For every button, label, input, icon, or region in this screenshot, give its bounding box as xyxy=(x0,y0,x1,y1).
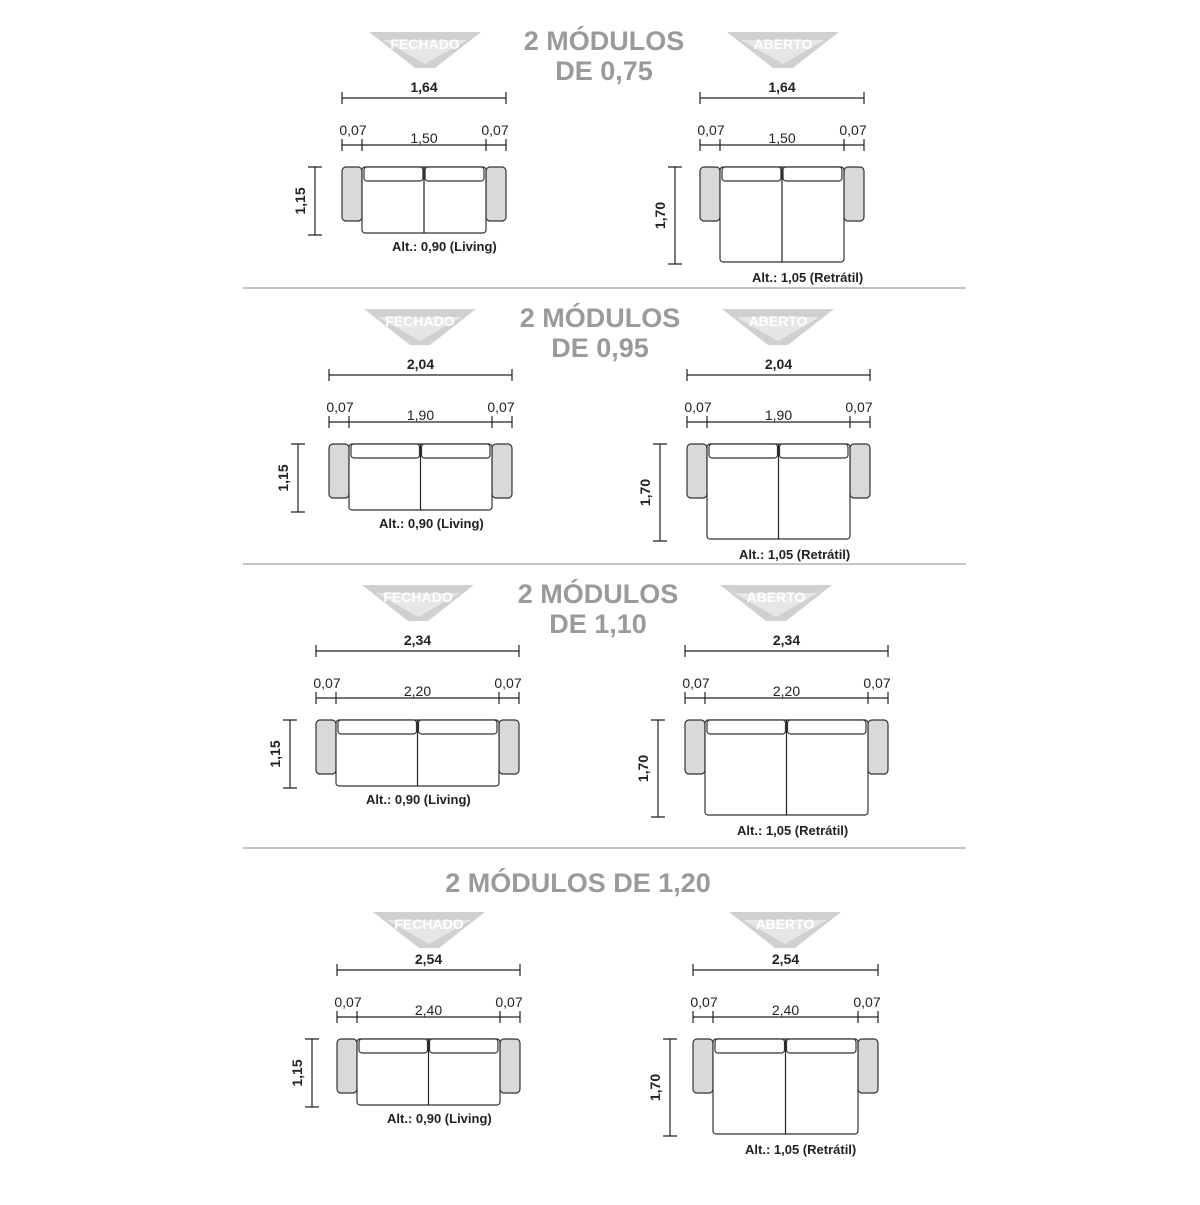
left-arm xyxy=(329,444,349,498)
left-arm xyxy=(342,167,362,221)
depth-label: 1,70 xyxy=(637,478,653,507)
total-width-label: 2,04 xyxy=(764,356,793,372)
depth-line xyxy=(653,444,667,541)
open-label: ABERTO xyxy=(753,36,813,52)
depth-line xyxy=(308,167,322,235)
depth-label: 1,15 xyxy=(289,1059,305,1087)
closed-label: FECHADO xyxy=(390,36,460,52)
height-note: Alt.: 1,05 (Retrátil) xyxy=(737,823,849,838)
section-1 xyxy=(524,25,685,86)
total-width-label: 2,04 xyxy=(406,356,435,372)
sofa-closed-plan xyxy=(267,632,522,807)
depth-line xyxy=(651,720,665,817)
height-note: Alt.: 1,05 (Retrátil) xyxy=(745,1142,857,1157)
left-arm xyxy=(685,720,705,774)
left-arm xyxy=(700,167,720,221)
open-label: ABERTO xyxy=(755,916,815,932)
left-arm xyxy=(687,444,707,498)
depth-line xyxy=(283,720,297,788)
arm-width-left-label: 0,07 xyxy=(690,994,718,1010)
section-3 xyxy=(518,578,679,639)
open-badge xyxy=(727,32,839,68)
section-title: 2 MÓDULOS DE 1,20 xyxy=(445,868,711,898)
section-2 xyxy=(520,302,681,363)
arm-width-right-label: 0,07 xyxy=(494,675,522,691)
backrest-right xyxy=(419,720,498,734)
right-arm xyxy=(499,720,519,774)
arm-width-right-label: 0,07 xyxy=(845,399,873,415)
arm-width-left-label: 0,07 xyxy=(339,122,367,138)
arm-width-right-label: 0,07 xyxy=(839,122,867,138)
total-width-label: 2,34 xyxy=(772,632,801,648)
height-note: Alt.: 0,90 (Living) xyxy=(366,792,471,807)
depth-label: 1,15 xyxy=(275,464,291,492)
backrest-left xyxy=(709,444,778,458)
seat-width-label: 2,20 xyxy=(403,683,432,699)
open-badge xyxy=(720,585,832,621)
section-title-line2: DE 0,75 xyxy=(555,56,653,86)
section-title-line2: DE 0,95 xyxy=(551,333,649,363)
sofa-closed-plan xyxy=(289,951,523,1126)
height-note: Alt.: 0,90 (Living) xyxy=(387,1111,492,1126)
open-badge xyxy=(722,309,834,345)
closed-badge xyxy=(364,309,476,345)
backrest-right xyxy=(788,720,867,734)
depth-line xyxy=(305,1039,319,1107)
arm-width-left-label: 0,07 xyxy=(326,399,354,415)
right-arm xyxy=(500,1039,520,1093)
arm-width-left-label: 0,07 xyxy=(697,122,725,138)
right-arm xyxy=(844,167,864,221)
closed-badge xyxy=(373,912,485,948)
backrest-left xyxy=(359,1039,428,1053)
depth-line xyxy=(663,1039,677,1136)
backrest-right xyxy=(430,1039,499,1053)
closed-label: FECHADO xyxy=(394,916,464,932)
section-title-line1: 2 MÓDULOS xyxy=(523,26,685,56)
arm-width-right-label: 0,07 xyxy=(853,994,881,1010)
open-label: ABERTO xyxy=(748,313,808,329)
arm-width-left-label: 0,07 xyxy=(313,675,341,691)
section-4 xyxy=(445,867,711,898)
right-arm xyxy=(868,720,888,774)
closed-badge xyxy=(362,585,474,621)
left-arm xyxy=(337,1039,357,1093)
right-arm xyxy=(492,444,512,498)
arm-width-right-label: 0,07 xyxy=(495,994,523,1010)
seat-width-label: 2,20 xyxy=(772,683,801,699)
arm-width-right-label: 0,07 xyxy=(481,122,509,138)
height-note: Alt.: 1,05 (Retrátil) xyxy=(739,547,851,562)
depth-label: 1,15 xyxy=(292,187,308,215)
depth-line xyxy=(668,167,682,264)
arm-width-left-label: 0,07 xyxy=(682,675,710,691)
backrest-left xyxy=(351,444,420,458)
backrest-left xyxy=(338,720,417,734)
sofa-open-plan xyxy=(647,951,881,1157)
seat-width-label: 2,40 xyxy=(414,1002,443,1018)
arm-width-left-label: 0,07 xyxy=(334,994,362,1010)
total-width-label: 1,64 xyxy=(768,79,796,95)
closed-label: FECHADO xyxy=(383,589,453,605)
arm-width-right-label: 0,07 xyxy=(863,675,891,691)
height-note: Alt.: 0,90 (Living) xyxy=(392,239,497,254)
backrest-left xyxy=(722,167,781,181)
seat-width-label: 1,50 xyxy=(768,130,796,146)
total-width-label: 2,34 xyxy=(403,632,432,648)
closed-label: FECHADO xyxy=(385,313,455,329)
right-arm xyxy=(858,1039,878,1093)
section-title-line1: 2 MÓDULOS xyxy=(517,579,679,609)
backrest-left xyxy=(364,167,423,181)
depth-label: 1,70 xyxy=(635,754,651,783)
backrest-right xyxy=(425,167,484,181)
section-title-line2: DE 1,10 xyxy=(549,609,647,639)
right-arm xyxy=(850,444,870,498)
backrest-left xyxy=(715,1039,785,1053)
sofa-open-plan xyxy=(652,79,867,285)
left-arm xyxy=(316,720,336,774)
seat-width-label: 2,40 xyxy=(771,1002,800,1018)
section-title-line1: 2 MÓDULOS xyxy=(519,303,681,333)
open-label: ABERTO xyxy=(746,589,806,605)
left-arm xyxy=(693,1039,713,1093)
total-width-label: 2,54 xyxy=(771,951,800,967)
height-note: Alt.: 1,05 (Retrátil) xyxy=(752,270,864,285)
backrest-right xyxy=(787,1039,857,1053)
height-note: Alt.: 0,90 (Living) xyxy=(379,516,484,531)
seat-width-label: 1,90 xyxy=(406,407,435,423)
depth-label: 1,15 xyxy=(267,740,283,768)
depth-label: 1,70 xyxy=(647,1073,663,1102)
closed-badge xyxy=(369,32,481,68)
right-arm xyxy=(486,167,506,221)
open-badge xyxy=(729,912,841,948)
sofa-open-plan xyxy=(635,632,891,838)
depth-line xyxy=(291,444,305,512)
sofa-closed-plan xyxy=(292,79,509,254)
seat-width-label: 1,50 xyxy=(410,130,438,146)
sofa-open-plan xyxy=(637,356,873,562)
seat-width-label: 1,90 xyxy=(764,407,793,423)
backrest-right xyxy=(780,444,849,458)
backrest-left xyxy=(707,720,786,734)
depth-label: 1,70 xyxy=(652,201,668,230)
total-width-label: 1,64 xyxy=(410,79,438,95)
arm-width-left-label: 0,07 xyxy=(684,399,712,415)
sofa-closed-plan xyxy=(275,356,515,531)
arm-width-right-label: 0,07 xyxy=(487,399,515,415)
total-width-label: 2,54 xyxy=(414,951,443,967)
backrest-right xyxy=(422,444,491,458)
backrest-right xyxy=(783,167,842,181)
